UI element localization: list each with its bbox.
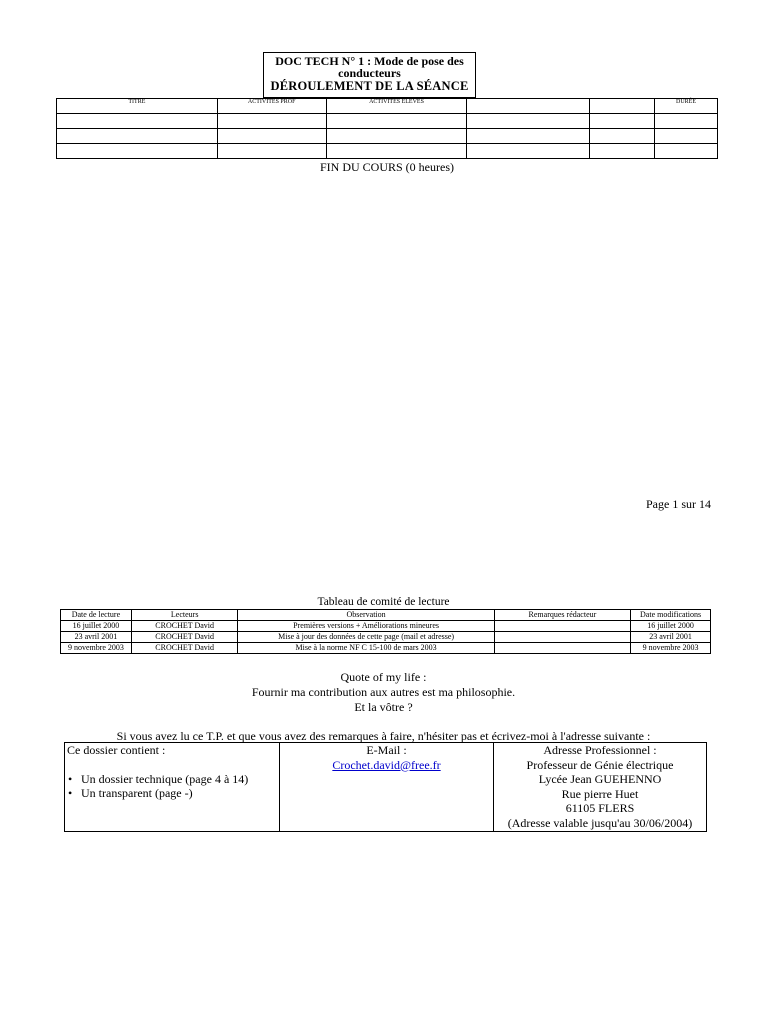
document-title-box <box>263 52 476 98</box>
address-cell <box>494 743 707 832</box>
table-cell <box>467 114 590 129</box>
header-cell: TITRE <box>57 99 218 114</box>
list-item <box>68 771 279 787</box>
bullet-icon: • <box>68 771 73 786</box>
table-cell: Premières versions + Améliorations mineures <box>238 621 494 632</box>
table-cell <box>655 114 718 129</box>
table-cell: 9 novembre 2003 <box>61 643 132 654</box>
list-item-label: Un transparent (page -) <box>81 786 193 800</box>
address-line: Lycée Jean GUEHENNO <box>538 772 662 786</box>
quote-block <box>56 670 711 715</box>
content-list <box>67 772 279 801</box>
table-cell <box>326 129 467 144</box>
table-cell <box>217 129 326 144</box>
table-row <box>61 643 711 654</box>
header-cell: Observation <box>238 610 494 621</box>
quote-question: Et la vôtre ? <box>354 700 413 714</box>
document-title: DOC TECH N° 1 : Mode de pose des conducteurs <box>275 54 464 80</box>
contact-table <box>64 742 707 832</box>
table-cell <box>655 144 718 159</box>
table-header-row <box>61 610 711 621</box>
table-cell <box>217 144 326 159</box>
header-cell: Remarques rédacteur <box>494 610 630 621</box>
quote-text: Fournir ma contribution aux autres est ma philosophie. <box>251 685 516 699</box>
table-cell: CROCHET David <box>131 621 238 632</box>
table-cell <box>494 643 630 654</box>
session-table <box>56 98 718 159</box>
comite-table-title: Tableau de comité de lecture <box>317 596 450 608</box>
table-cell: Mise à la norme NF C 15-100 de mars 2003 <box>238 643 494 654</box>
table-cell <box>590 114 655 129</box>
table-cell: Mise à jour des données de cette page (mail et adresse) <box>238 632 494 643</box>
table-cell <box>467 129 590 144</box>
comite-table <box>60 609 711 654</box>
table-row <box>65 743 707 832</box>
content-title: Ce dossier contient : <box>67 743 166 757</box>
table-row <box>57 114 718 129</box>
table-cell <box>57 144 218 159</box>
table-cell: 23 avril 2001 <box>61 632 132 643</box>
table-cell <box>467 144 590 159</box>
email-cell <box>280 743 494 832</box>
table-cell <box>217 114 326 129</box>
table-cell <box>326 144 467 159</box>
page-number: Page 1 sur 14 <box>646 497 711 511</box>
contact-notice: Si vous avez lu ce T.P. et que vous avez des remarques à faire, n'hésiter pas et écrivez-moi à l'adresse suivante : <box>116 729 651 743</box>
list-item <box>68 786 279 801</box>
table-cell: CROCHET David <box>131 632 238 643</box>
email-label: E-Mail : <box>366 743 407 757</box>
table-cell: CROCHET David <box>131 643 238 654</box>
header-cell <box>590 99 655 114</box>
table-cell: 16 juillet 2000 <box>631 621 711 632</box>
email-link[interactable]: Crochet.david@free.fr <box>332 757 441 772</box>
header-cell: Date modifications <box>631 610 711 621</box>
end-of-course-text: FIN DU COURS (0 heures) <box>320 160 454 174</box>
address-line: 61105 FLERS <box>565 801 635 815</box>
header-cell <box>467 99 590 114</box>
content-cell <box>65 743 280 832</box>
list-item-label: Un dossier technique (page 4 à 14) <box>81 771 249 786</box>
header-cell: Lecteurs <box>131 610 238 621</box>
address-line: (Adresse valable jusqu'au 30/06/2004) <box>507 815 693 830</box>
header-cell: ACTIVITÉS ÉLÈVES <box>326 99 467 114</box>
table-cell: 16 juillet 2000 <box>61 621 132 632</box>
address-line: Professeur de Génie électrique <box>526 757 674 772</box>
session-heading: DÉROULEMENT DE LA SÉANCE <box>270 79 469 93</box>
header-cell: ACTIVITÉS PROF <box>217 99 326 114</box>
table-cell: 9 novembre 2003 <box>631 643 711 654</box>
table-cell <box>494 632 630 643</box>
bullet-icon: • <box>68 786 73 800</box>
table-cell <box>590 144 655 159</box>
table-cell <box>326 114 467 129</box>
table-header-row <box>57 99 718 114</box>
address-label: Adresse Professionnel : <box>543 743 657 757</box>
table-cell <box>590 129 655 144</box>
table-row <box>57 129 718 144</box>
table-row <box>57 144 718 159</box>
table-cell: 23 avril 2001 <box>631 632 711 643</box>
quote-title: Quote of my life : <box>340 670 427 684</box>
header-cell: Date de lecture <box>61 610 132 621</box>
table-cell <box>57 129 218 144</box>
table-cell <box>655 129 718 144</box>
table-row <box>61 632 711 643</box>
header-cell: DURÉE <box>655 99 718 114</box>
table-row <box>61 621 711 632</box>
table-cell <box>494 621 630 632</box>
address-line: Rue pierre Huet <box>561 786 639 801</box>
table-cell <box>57 114 218 129</box>
